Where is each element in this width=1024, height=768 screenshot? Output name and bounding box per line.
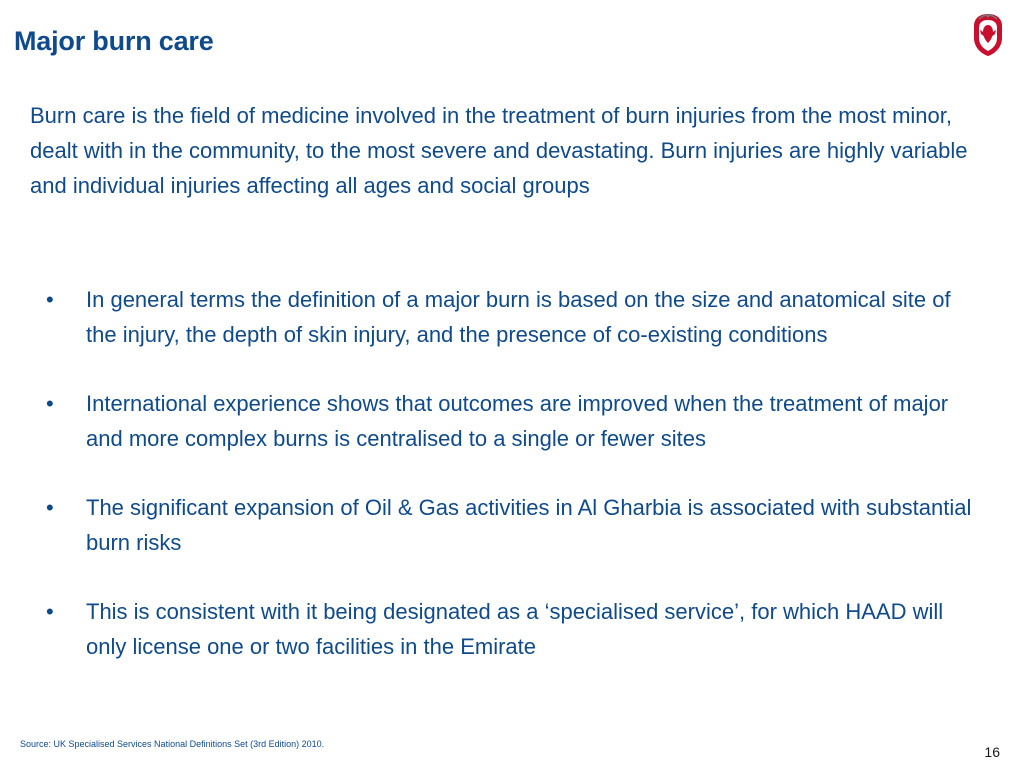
bullet-item (40, 594, 980, 664)
page-number: 16 (984, 744, 1000, 760)
bullet-list (40, 282, 980, 664)
bullet-item (40, 386, 980, 456)
bullet-text: In general terms the definition of a major burn is based on the size and anatomical site of the injury, the depth of skin injury, and the presence of co-existing conditions (86, 287, 951, 347)
intro-paragraph: Burn care is the field of medicine involved in the treatment of burn injuries from the most minor, dealt with in the community, to the most severe and devastating. Burn injuries are highly variable and individual injuries affecting all ages and social groups (30, 103, 968, 198)
bullet-text: The significant expansion of Oil & Gas activities in Al Gharbia is associated with substantial burn risks (86, 495, 972, 555)
bullet-dot-icon: • (46, 495, 54, 520)
source-note: Source: UK Specialised Services National Definitions Set (3rd Edition) 2010. (20, 739, 325, 749)
emirate-emblem-icon (970, 12, 1006, 58)
bullet-text: This is consistent with it being designated as a ‘specialised service’, for which HAAD will only license one or two facilities in the Emirate (86, 599, 944, 659)
bullet-dot-icon: • (46, 287, 54, 312)
bullet-text: International experience shows that outcomes are improved when the treatment of major and more complex burns is centralised to a single or fewer sites (86, 391, 949, 451)
bullet-dot-icon: • (46, 391, 54, 416)
bullet-item (40, 490, 980, 560)
slide-title: Major burn care (14, 26, 214, 56)
bullet-dot-icon: • (46, 599, 54, 624)
bullet-item (40, 282, 980, 352)
